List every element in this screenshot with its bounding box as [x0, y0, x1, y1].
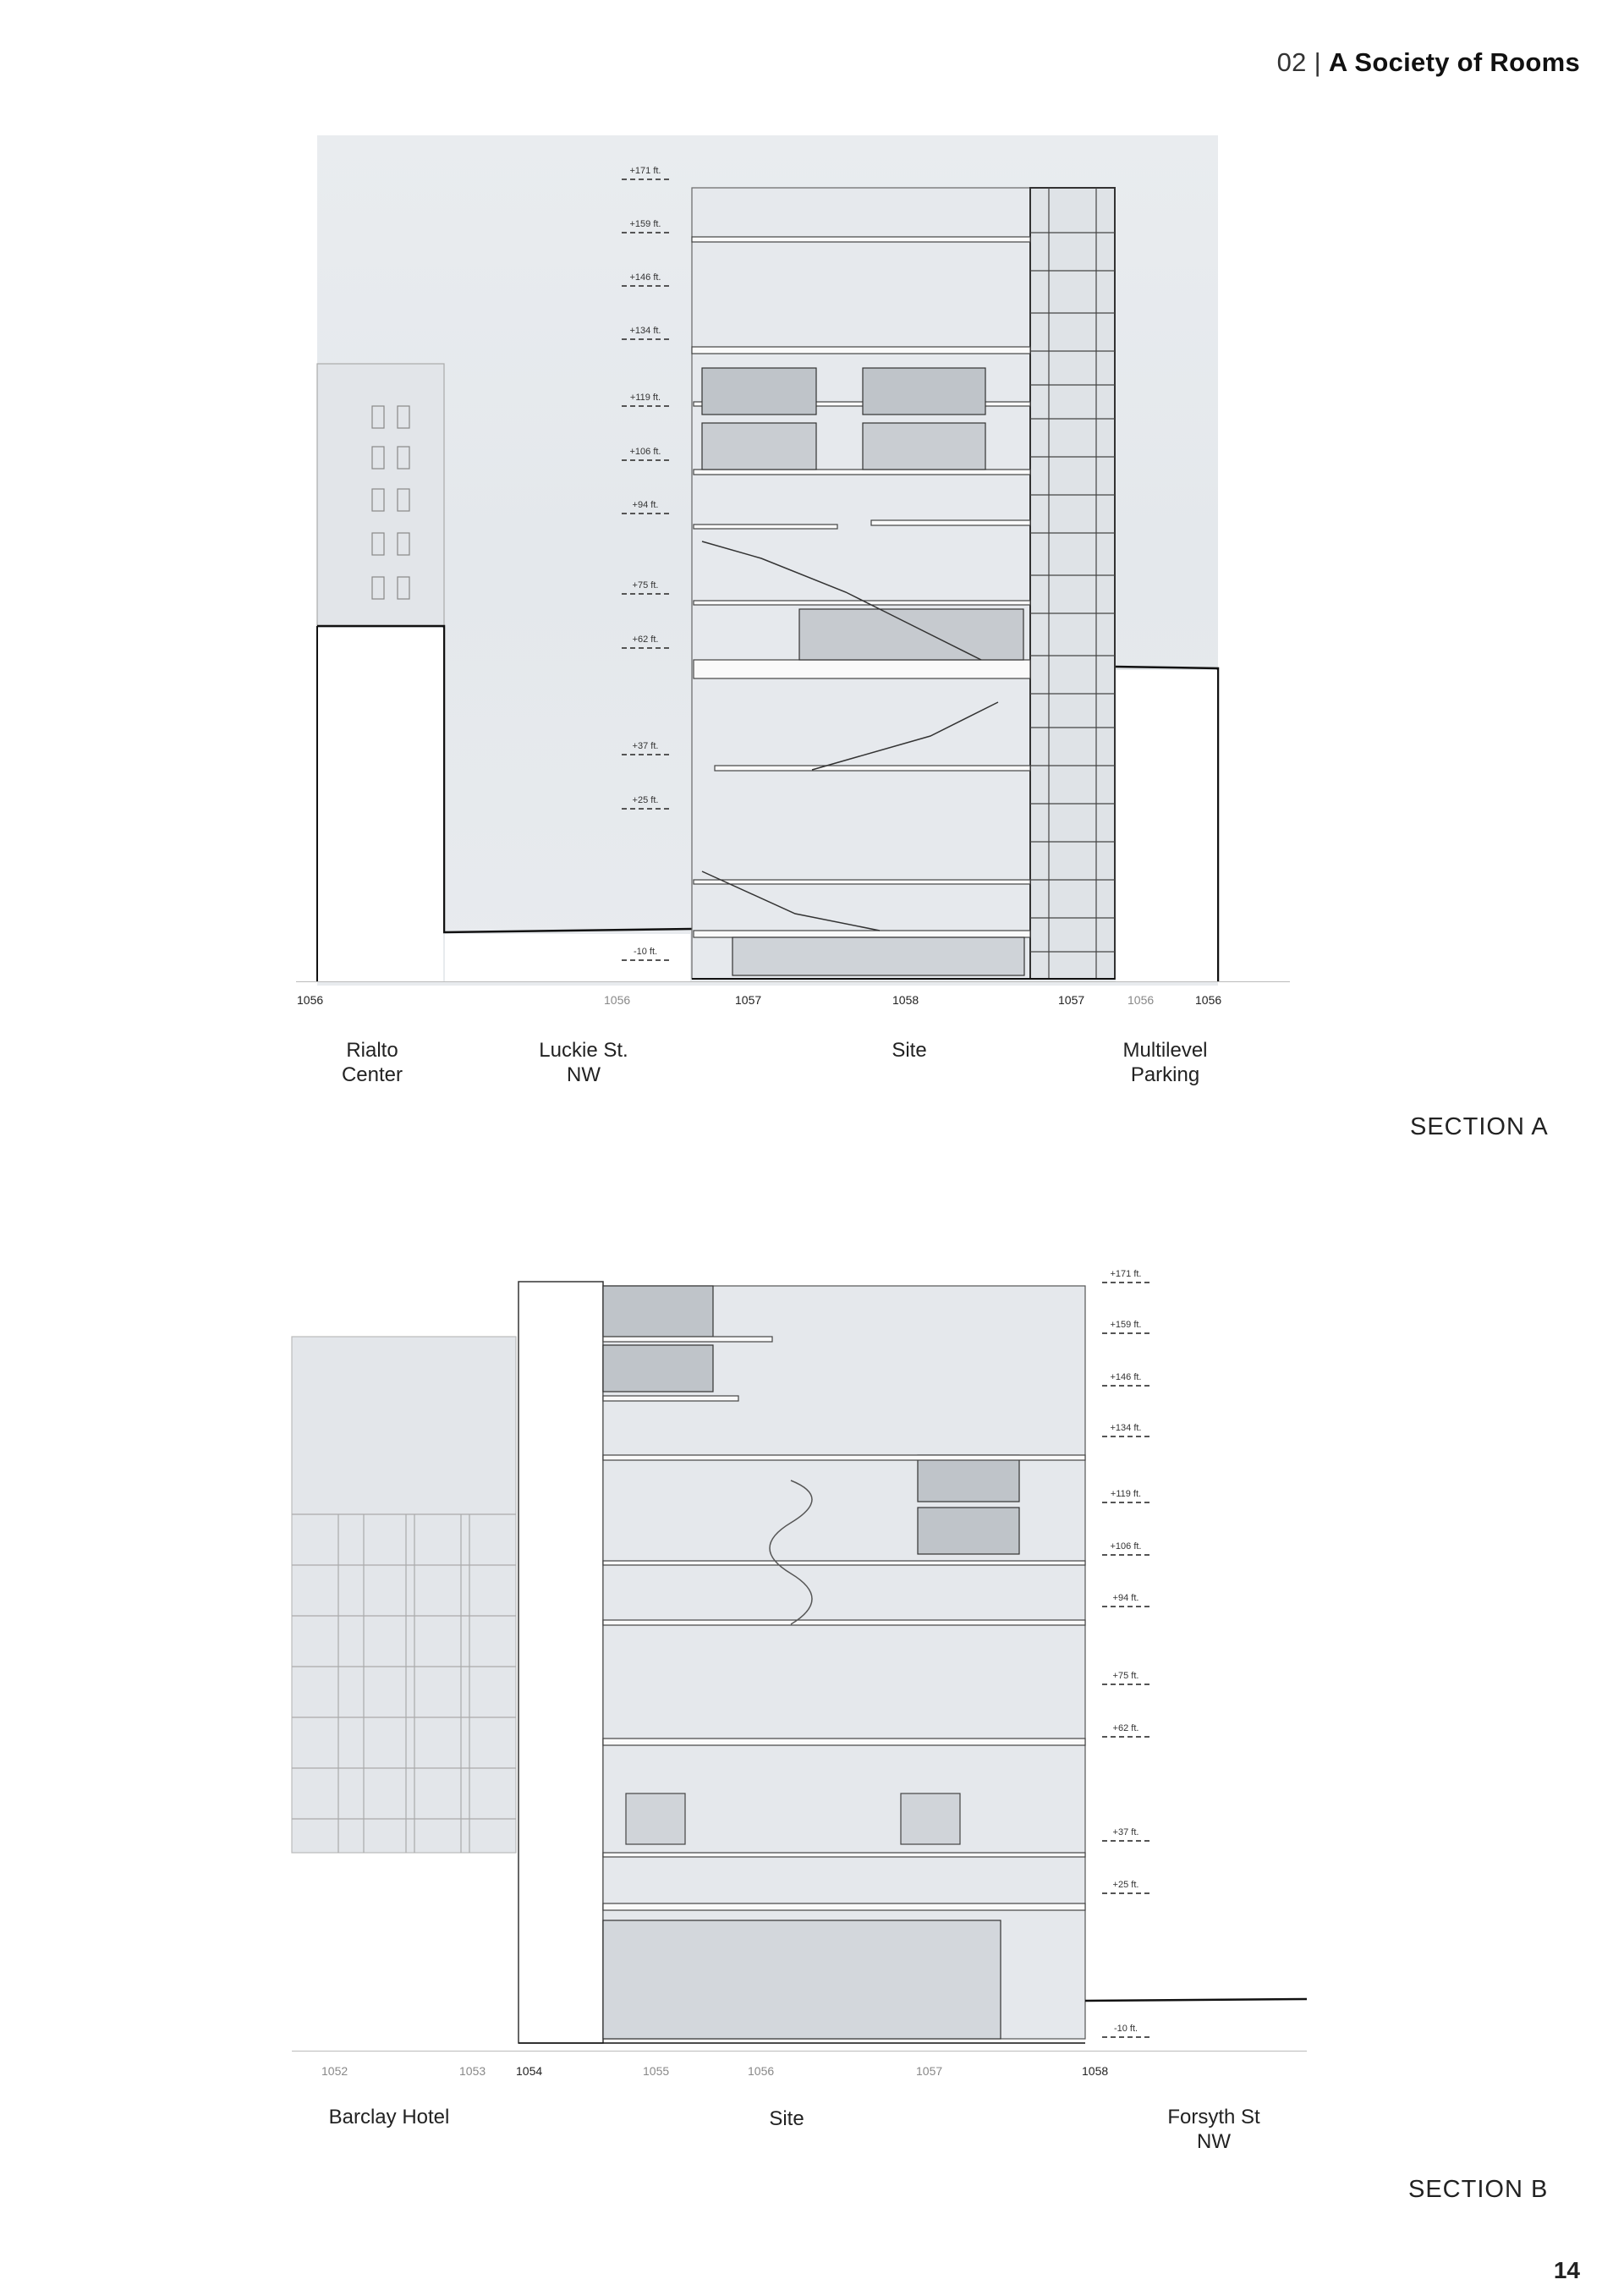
section-b-tick: 1057: [916, 2064, 943, 2078]
place-label-rialto: Rialto Center: [341, 1039, 403, 1086]
section-a-tick: 1057: [1058, 993, 1085, 1007]
section-b-axis: [292, 2051, 1307, 2052]
elevation-marker: +134 ft.: [1102, 1423, 1149, 1437]
elevation-marker: +119 ft.: [622, 393, 669, 407]
elevation-marker: +94 ft.: [1102, 1593, 1149, 1607]
place-label-site-b: Site: [769, 2107, 804, 2130]
section-a-tick: 1056: [604, 993, 631, 1007]
section-b-tick: 1058: [1082, 2064, 1109, 2078]
section-a-tick: 1056: [297, 993, 324, 1007]
place-label-luckie: Luckie St. NW: [539, 1039, 628, 1086]
elevation-marker: +159 ft.: [622, 219, 669, 233]
section-b-tick: 1055: [643, 2064, 670, 2078]
section-a-linework: [317, 188, 1218, 981]
section-a-tick: 1058: [892, 993, 919, 1007]
elevation-marker: -10 ft.: [622, 947, 669, 961]
elevation-marker: +106 ft.: [622, 447, 669, 461]
section-a-tick: 1057: [735, 993, 762, 1007]
section-a-tick: 1056: [1127, 993, 1155, 1007]
elevation-marker: +134 ft.: [622, 326, 669, 340]
page-number: 14: [1553, 2257, 1580, 2283]
place-label-forsyth: Forsyth St NW: [1167, 2106, 1260, 2153]
section-b-tick: 1056: [748, 2064, 775, 2078]
section-b-tick: 1053: [459, 2064, 486, 2078]
elevation-marker: +25 ft.: [622, 795, 669, 810]
section-b-label: SECTION B: [1408, 2176, 1549, 2203]
section-b-tick: 1054: [516, 2064, 543, 2078]
section-a-tick: 1056: [1195, 993, 1222, 1007]
elevation-marker: -10 ft.: [1102, 2024, 1149, 2038]
elevation-marker: +146 ft.: [1102, 1372, 1149, 1387]
elevation-marker: +159 ft.: [1102, 1320, 1149, 1334]
section-a-axis: [296, 981, 1290, 982]
elevation-marker: +25 ft.: [1102, 1880, 1149, 1894]
elevation-marker: +146 ft.: [622, 272, 669, 287]
elevation-marker: +62 ft.: [622, 634, 669, 649]
elevation-marker: +62 ft.: [1102, 1723, 1149, 1738]
section-b-tick: 1052: [321, 2064, 348, 2078]
elevation-marker: +171 ft.: [1102, 1269, 1149, 1283]
elevation-marker: +106 ft.: [1102, 1541, 1149, 1556]
place-label-parking: Multilevel Parking: [1122, 1039, 1208, 1086]
elevation-marker: +119 ft.: [1102, 1489, 1149, 1503]
elevation-marker: +75 ft.: [1102, 1671, 1149, 1685]
place-label-barclay: Barclay Hotel: [328, 2106, 450, 2128]
place-label-site-a: Site: [892, 1039, 927, 1062]
section-b-linework: [292, 1282, 1307, 2043]
chapter-title: A Society of Rooms: [1328, 47, 1580, 77]
elevation-marker: +75 ft.: [622, 580, 669, 595]
chapter-number: 02 |: [1276, 47, 1321, 77]
elevation-marker: +171 ft.: [622, 166, 669, 180]
elevation-marker: +37 ft.: [622, 741, 669, 755]
elevation-marker: +37 ft.: [1102, 1827, 1149, 1842]
section-a-label: SECTION A: [1410, 1113, 1549, 1140]
elevation-marker: +94 ft.: [622, 500, 669, 514]
